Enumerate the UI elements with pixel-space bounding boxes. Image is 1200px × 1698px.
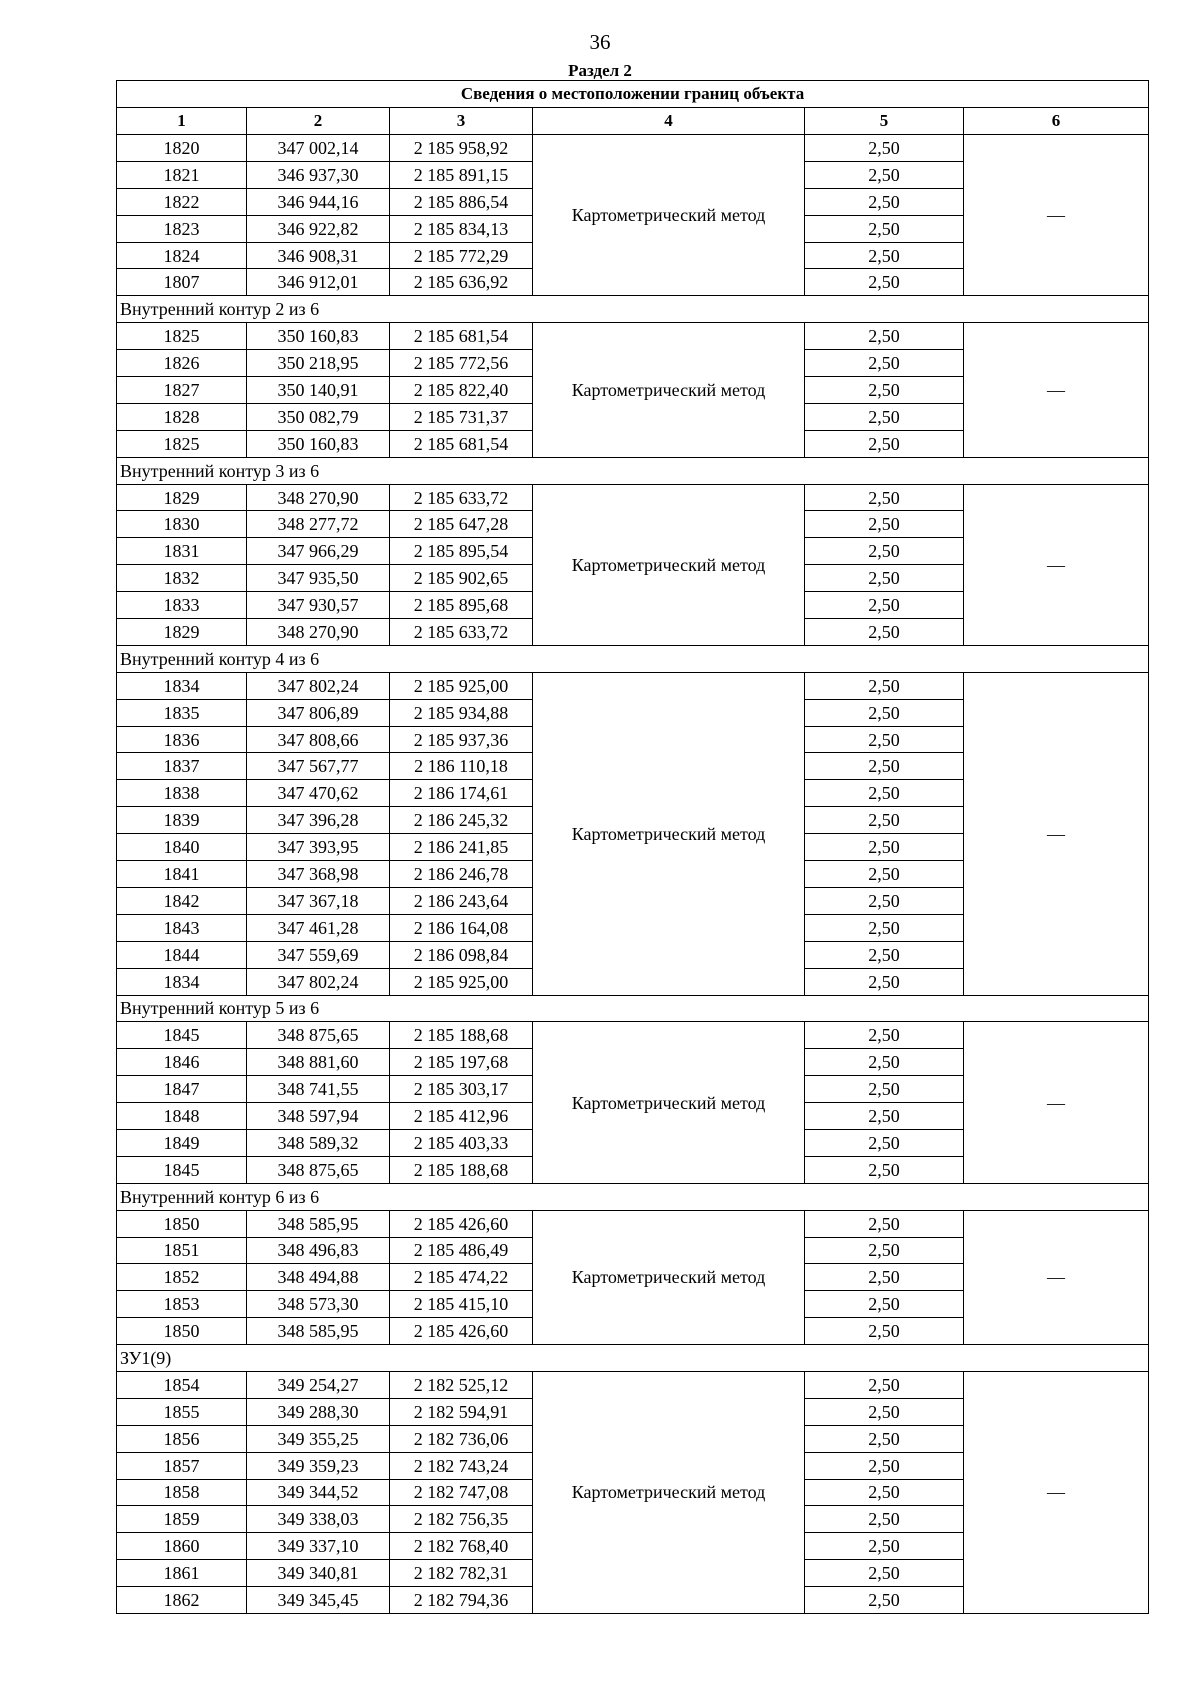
accuracy-cell: 2,50 [805,188,964,215]
y-coordinate-cell: 2 182 782,31 [390,1560,533,1587]
accuracy-cell: 2,50 [805,1264,964,1291]
point-number-cell: 1850 [117,1318,247,1345]
x-coordinate-cell: 348 597,94 [247,1103,390,1130]
contour-label: ЗУ1(9) [117,1345,1149,1372]
x-coordinate-cell: 349 338,03 [247,1506,390,1533]
accuracy-cell: 2,50 [805,941,964,968]
accuracy-cell: 2,50 [805,887,964,914]
point-number-cell: 1833 [117,592,247,619]
accuracy-cell: 2,50 [805,161,964,188]
accuracy-cell: 2,50 [805,592,964,619]
accuracy-cell: 2,50 [805,1156,964,1183]
accuracy-cell: 2,50 [805,726,964,753]
y-coordinate-cell: 2 185 895,68 [390,592,533,619]
accuracy-cell: 2,50 [805,1049,964,1076]
x-coordinate-cell: 346 944,16 [247,188,390,215]
column-6-dash-cell: — [964,1371,1149,1613]
x-coordinate-cell: 347 368,98 [247,861,390,888]
x-coordinate-cell: 349 359,23 [247,1452,390,1479]
accuracy-cell: 2,50 [805,215,964,242]
point-number-cell: 1807 [117,269,247,296]
x-coordinate-cell: 349 355,25 [247,1425,390,1452]
y-coordinate-cell: 2 182 747,08 [390,1479,533,1506]
point-number-cell: 1836 [117,726,247,753]
contour-label-row [117,296,1149,323]
column-number-4: 4 [533,108,805,135]
point-number-cell: 1858 [117,1479,247,1506]
y-coordinate-cell: 2 185 902,65 [390,565,533,592]
x-coordinate-cell: 347 806,89 [247,699,390,726]
point-number-cell: 1834 [117,968,247,995]
accuracy-cell: 2,50 [805,1129,964,1156]
y-coordinate-cell: 2 185 925,00 [390,968,533,995]
x-coordinate-cell: 349 254,27 [247,1371,390,1398]
point-number-cell: 1855 [117,1398,247,1425]
accuracy-cell: 2,50 [805,377,964,404]
contour-label-row [117,457,1149,484]
x-coordinate-cell: 348 573,30 [247,1291,390,1318]
accuracy-cell: 2,50 [805,1210,964,1237]
point-number-cell: 1840 [117,834,247,861]
y-coordinate-cell: 2 185 731,37 [390,403,533,430]
y-coordinate-cell: 2 185 772,56 [390,350,533,377]
method-cell: Картометрический метод [533,135,805,296]
accuracy-cell: 2,50 [805,565,964,592]
y-coordinate-cell: 2 185 188,68 [390,1022,533,1049]
y-coordinate-cell: 2 185 822,40 [390,377,533,404]
y-coordinate-cell: 2 185 633,72 [390,619,533,646]
x-coordinate-cell: 348 270,90 [247,484,390,511]
x-coordinate-cell: 350 160,83 [247,323,390,350]
y-coordinate-cell: 2 185 958,92 [390,135,533,162]
x-coordinate-cell: 348 589,32 [247,1129,390,1156]
x-coordinate-cell: 349 340,81 [247,1560,390,1587]
x-coordinate-cell: 347 935,50 [247,565,390,592]
accuracy-cell: 2,50 [805,780,964,807]
y-coordinate-cell: 2 182 743,24 [390,1452,533,1479]
accuracy-cell: 2,50 [805,1533,964,1560]
y-coordinate-cell: 2 186 241,85 [390,834,533,861]
point-number-cell: 1839 [117,807,247,834]
y-coordinate-cell: 2 186 164,08 [390,914,533,941]
point-number-cell: 1832 [117,565,247,592]
column-6-dash-cell: — [964,484,1149,645]
accuracy-cell: 2,50 [805,672,964,699]
column-6-dash-cell: — [964,135,1149,296]
point-number-cell: 1841 [117,861,247,888]
y-coordinate-cell: 2 186 098,84 [390,941,533,968]
x-coordinate-cell: 348 585,95 [247,1210,390,1237]
x-coordinate-cell: 346 912,01 [247,269,390,296]
x-coordinate-cell: 347 567,77 [247,753,390,780]
accuracy-cell: 2,50 [805,1452,964,1479]
x-coordinate-cell: 347 966,29 [247,538,390,565]
y-coordinate-cell: 2 182 768,40 [390,1533,533,1560]
x-coordinate-cell: 347 002,14 [247,135,390,162]
y-coordinate-cell: 2 185 412,96 [390,1103,533,1130]
point-number-cell: 1845 [117,1156,247,1183]
y-coordinate-cell: 2 185 474,22 [390,1264,533,1291]
point-number-cell: 1850 [117,1210,247,1237]
x-coordinate-cell: 348 875,65 [247,1022,390,1049]
column-number-3: 3 [390,108,533,135]
point-number-cell: 1847 [117,1076,247,1103]
point-number-cell: 1826 [117,350,247,377]
boundary-coordinates-table [116,80,1149,1614]
point-number-cell: 1828 [117,403,247,430]
point-number-cell: 1843 [117,914,247,941]
y-coordinate-cell: 2 182 756,35 [390,1506,533,1533]
x-coordinate-cell: 348 741,55 [247,1076,390,1103]
accuracy-cell: 2,50 [805,753,964,780]
x-coordinate-cell: 350 140,91 [247,377,390,404]
contour-label-row [117,1183,1149,1210]
point-number-cell: 1852 [117,1264,247,1291]
point-number-cell: 1860 [117,1533,247,1560]
y-coordinate-cell: 2 185 415,10 [390,1291,533,1318]
method-cell: Картометрический метод [533,323,805,457]
x-coordinate-cell: 347 930,57 [247,592,390,619]
point-number-cell: 1825 [117,323,247,350]
point-number-cell: 1827 [117,377,247,404]
point-number-cell: 1846 [117,1049,247,1076]
accuracy-cell: 2,50 [805,834,964,861]
y-coordinate-cell: 2 185 647,28 [390,511,533,538]
table-row [117,672,1149,699]
accuracy-cell: 2,50 [805,1318,964,1345]
point-number-cell: 1823 [117,215,247,242]
x-coordinate-cell: 346 937,30 [247,161,390,188]
y-coordinate-cell: 2 185 681,54 [390,323,533,350]
contour-label: Внутренний контур 4 из 6 [117,645,1149,672]
y-coordinate-cell: 2 186 174,61 [390,780,533,807]
point-number-cell: 1821 [117,161,247,188]
table-row [117,1022,1149,1049]
x-coordinate-cell: 347 367,18 [247,887,390,914]
accuracy-cell: 2,50 [805,350,964,377]
column-6-dash-cell: — [964,1022,1149,1183]
contour-label: Внутренний контур 5 из 6 [117,995,1149,1022]
x-coordinate-cell: 349 337,10 [247,1533,390,1560]
accuracy-cell: 2,50 [805,1587,964,1614]
accuracy-cell: 2,50 [805,269,964,296]
y-coordinate-cell: 2 186 243,64 [390,887,533,914]
x-coordinate-cell: 349 344,52 [247,1479,390,1506]
contour-label: Внутренний контур 6 из 6 [117,1183,1149,1210]
accuracy-cell: 2,50 [805,861,964,888]
x-coordinate-cell: 347 461,28 [247,914,390,941]
y-coordinate-cell: 2 182 794,36 [390,1587,533,1614]
point-number-cell: 1854 [117,1371,247,1398]
point-number-cell: 1834 [117,672,247,699]
table-body [117,81,1149,1614]
x-coordinate-cell: 350 160,83 [247,430,390,457]
accuracy-cell: 2,50 [805,1103,964,1130]
x-coordinate-cell: 348 875,65 [247,1156,390,1183]
y-coordinate-cell: 2 185 188,68 [390,1156,533,1183]
column-number-1: 1 [117,108,247,135]
point-number-cell: 1849 [117,1129,247,1156]
accuracy-cell: 2,50 [805,1506,964,1533]
table-row [117,1210,1149,1237]
y-coordinate-cell: 2 185 426,60 [390,1318,533,1345]
method-cell: Картометрический метод [533,1210,805,1344]
accuracy-cell: 2,50 [805,242,964,269]
y-coordinate-cell: 2 185 772,29 [390,242,533,269]
y-coordinate-cell: 2 182 594,91 [390,1398,533,1425]
y-coordinate-cell: 2 185 925,00 [390,672,533,699]
x-coordinate-cell: 346 908,31 [247,242,390,269]
point-number-cell: 1838 [117,780,247,807]
accuracy-cell: 2,50 [805,538,964,565]
point-number-cell: 1822 [117,188,247,215]
table-row [117,1371,1149,1398]
point-number-cell: 1851 [117,1237,247,1264]
accuracy-cell: 2,50 [805,511,964,538]
contour-label-row [117,1345,1149,1372]
method-cell: Картометрический метод [533,672,805,995]
x-coordinate-cell: 349 345,45 [247,1587,390,1614]
x-coordinate-cell: 348 494,88 [247,1264,390,1291]
y-coordinate-cell: 2 185 486,49 [390,1237,533,1264]
column-6-dash-cell: — [964,1210,1149,1344]
y-coordinate-cell: 2 186 245,32 [390,807,533,834]
point-number-cell: 1829 [117,619,247,646]
column-number-row [117,108,1149,135]
x-coordinate-cell: 347 559,69 [247,941,390,968]
accuracy-cell: 2,50 [805,1237,964,1264]
point-number-cell: 1848 [117,1103,247,1130]
x-coordinate-cell: 348 270,90 [247,619,390,646]
x-coordinate-cell: 347 802,24 [247,672,390,699]
accuracy-cell: 2,50 [805,430,964,457]
contour-label-row [117,645,1149,672]
y-coordinate-cell: 2 186 110,18 [390,753,533,780]
table-row [117,484,1149,511]
x-coordinate-cell: 350 218,95 [247,350,390,377]
point-number-cell: 1824 [117,242,247,269]
x-coordinate-cell: 346 922,82 [247,215,390,242]
point-number-cell: 1831 [117,538,247,565]
x-coordinate-cell: 347 470,62 [247,780,390,807]
accuracy-cell: 2,50 [805,1076,964,1103]
point-number-cell: 1862 [117,1587,247,1614]
point-number-cell: 1844 [117,941,247,968]
contour-label: Внутренний контур 3 из 6 [117,457,1149,484]
point-number-cell: 1856 [117,1425,247,1452]
y-coordinate-cell: 2 185 681,54 [390,430,533,457]
accuracy-cell: 2,50 [805,1398,964,1425]
y-coordinate-cell: 2 182 736,06 [390,1425,533,1452]
point-number-cell: 1837 [117,753,247,780]
column-number-2: 2 [247,108,390,135]
x-coordinate-cell: 347 396,28 [247,807,390,834]
accuracy-cell: 2,50 [805,135,964,162]
x-coordinate-cell: 350 082,79 [247,403,390,430]
y-coordinate-cell: 2 185 636,92 [390,269,533,296]
point-number-cell: 1845 [117,1022,247,1049]
contour-label: Внутренний контур 2 из 6 [117,296,1149,323]
y-coordinate-cell: 2 186 246,78 [390,861,533,888]
y-coordinate-cell: 2 185 886,54 [390,188,533,215]
x-coordinate-cell: 347 802,24 [247,968,390,995]
contour-label-row [117,995,1149,1022]
x-coordinate-cell: 347 393,95 [247,834,390,861]
accuracy-cell: 2,50 [805,1291,964,1318]
point-number-cell: 1825 [117,430,247,457]
accuracy-cell: 2,50 [805,914,964,941]
table-row [117,323,1149,350]
point-number-cell: 1857 [117,1452,247,1479]
accuracy-cell: 2,50 [805,699,964,726]
accuracy-cell: 2,50 [805,1560,964,1587]
y-coordinate-cell: 2 185 303,17 [390,1076,533,1103]
x-coordinate-cell: 348 277,72 [247,511,390,538]
point-number-cell: 1859 [117,1506,247,1533]
y-coordinate-cell: 2 185 197,68 [390,1049,533,1076]
column-number-5: 5 [805,108,964,135]
table-title-row [117,81,1149,108]
x-coordinate-cell: 347 808,66 [247,726,390,753]
y-coordinate-cell: 2 185 834,13 [390,215,533,242]
table-row [117,135,1149,162]
point-number-cell: 1853 [117,1291,247,1318]
accuracy-cell: 2,50 [805,807,964,834]
point-number-cell: 1842 [117,887,247,914]
column-6-dash-cell: — [964,672,1149,995]
y-coordinate-cell: 2 185 403,33 [390,1129,533,1156]
accuracy-cell: 2,50 [805,1479,964,1506]
table-title: Сведения о местоположении границ объекта [117,81,1149,108]
column-number-6: 6 [964,108,1149,135]
page-number: 36 [589,30,611,54]
point-number-cell: 1861 [117,1560,247,1587]
y-coordinate-cell: 2 185 934,88 [390,699,533,726]
point-number-cell: 1829 [117,484,247,511]
accuracy-cell: 2,50 [805,619,964,646]
accuracy-cell: 2,50 [805,1425,964,1452]
column-6-dash-cell: — [964,323,1149,457]
y-coordinate-cell: 2 185 426,60 [390,1210,533,1237]
y-coordinate-cell: 2 185 895,54 [390,538,533,565]
accuracy-cell: 2,50 [805,968,964,995]
x-coordinate-cell: 348 585,95 [247,1318,390,1345]
accuracy-cell: 2,50 [805,1371,964,1398]
point-number-cell: 1835 [117,699,247,726]
method-cell: Картометрический метод [533,1022,805,1183]
accuracy-cell: 2,50 [805,484,964,511]
accuracy-cell: 2,50 [805,1022,964,1049]
method-cell: Картометрический метод [533,484,805,645]
section-title: Раздел 2 [568,61,632,80]
x-coordinate-cell: 348 496,83 [247,1237,390,1264]
method-cell: Картометрический метод [533,1371,805,1613]
accuracy-cell: 2,50 [805,323,964,350]
y-coordinate-cell: 2 185 891,15 [390,161,533,188]
accuracy-cell: 2,50 [805,403,964,430]
y-coordinate-cell: 2 182 525,12 [390,1371,533,1398]
x-coordinate-cell: 349 288,30 [247,1398,390,1425]
point-number-cell: 1820 [117,135,247,162]
y-coordinate-cell: 2 185 937,36 [390,726,533,753]
x-coordinate-cell: 348 881,60 [247,1049,390,1076]
point-number-cell: 1830 [117,511,247,538]
y-coordinate-cell: 2 185 633,72 [390,484,533,511]
